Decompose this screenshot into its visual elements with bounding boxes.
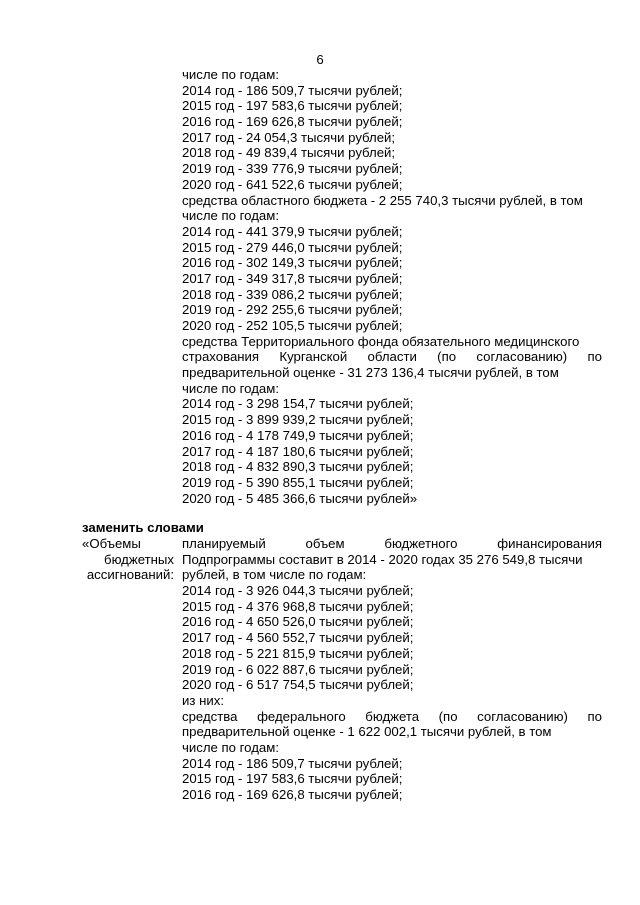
text-line: из них: bbox=[182, 692, 224, 708]
text-line: 2014 год - 3 298 154,7 тысячи рублей; bbox=[182, 396, 414, 412]
text-line: 2015 год - 3 899 939,2 тысячи рублей; bbox=[182, 412, 414, 428]
financing-text-bottom bbox=[182, 536, 602, 803]
text-line: 2016 год - 302 149,3 тысячи рублей; bbox=[182, 255, 403, 271]
label-line: ассигнований: bbox=[86, 567, 174, 583]
text-line: 2020 год - 252 105,5 тысячи рублей; bbox=[182, 318, 403, 333]
text-line: 2020 год - 641 522,6 тысячи рублей; bbox=[182, 176, 403, 192]
budget-label bbox=[82, 536, 174, 583]
text-line: средства Территориального фонда обязательного медицинского bbox=[182, 333, 580, 349]
text-line: 2016 год - 4 650 526,0 тысячи рублей; bbox=[182, 614, 414, 630]
text-line: предварительной оценке - 1 622 002,1 тысячи рублей, в том bbox=[182, 724, 552, 740]
text-line: средства федерального бюджета (по согласованию) по bbox=[182, 708, 602, 724]
text-line: 2016 год - 169 626,8 тысячи рублей; bbox=[182, 114, 403, 130]
text-line: 2019 год - 292 255,6 тысячи рублей; bbox=[182, 302, 403, 318]
text-line: 2014 год - 186 509,7 тысячи рублей; bbox=[182, 82, 403, 98]
text-line: 2014 год - 441 379,9 тысячи рублей; bbox=[182, 223, 403, 239]
text-line: 2015 год - 197 583,6 тысячи рублей; bbox=[182, 771, 403, 787]
text-line: 2018 год - 4 832 890,3 тысячи рублей; bbox=[182, 459, 414, 475]
text-line: страхования Курганской области (по согласованию) по bbox=[182, 349, 602, 365]
text-line: 2014 год - 3 926 044,3 тысячи рублей; bbox=[182, 583, 414, 599]
financing-text-top bbox=[182, 67, 602, 506]
text-line: планируемый объем бюджетного финансирования bbox=[182, 536, 602, 551]
text-line: 2020 год - 5 485 366,6 тысячи рублей» bbox=[182, 490, 418, 506]
text-line: 2020 год - 6 517 754,5 тысячи рублей; bbox=[182, 677, 414, 693]
text-line: средства областного бюджета - 2 255 740,3 тысячи рублей, в том bbox=[182, 192, 583, 208]
text-line: 2018 год - 5 221 815,9 тысячи рублей; bbox=[182, 645, 414, 661]
text-line: Подпрограммы составит в 2014 - 2020 годах 35 276 549,8 тысячи bbox=[182, 551, 583, 567]
label-line: «Объемы bbox=[82, 536, 141, 551]
text-line: 2017 год - 349 317,8 тысячи рублей; bbox=[182, 270, 403, 286]
text-line: 2015 год - 279 446,0 тысячи рублей; bbox=[182, 239, 403, 255]
text-line: 2016 год - 4 178 749,9 тысячи рублей; bbox=[182, 427, 414, 443]
label-line: бюджетных bbox=[104, 551, 174, 567]
text-line: 2017 год - 4 560 552,7 тысячи рублей; bbox=[182, 630, 414, 646]
text-line: 2014 год - 186 509,7 тысячи рублей; bbox=[182, 755, 403, 771]
text-line: 2016 год - 169 626,8 тысячи рублей; bbox=[182, 787, 403, 802]
text-line: числе по годам: bbox=[182, 739, 279, 755]
page-number: 6 bbox=[316, 52, 324, 67]
text-line: числе по годам: bbox=[182, 208, 279, 224]
text-line: 2017 год - 4 187 180,6 тысячи рублей; bbox=[182, 443, 414, 459]
text-line: 2019 год - 339 776,9 тысячи рублей; bbox=[182, 161, 403, 177]
replace-phrase: заменить словами bbox=[82, 520, 204, 535]
text-line: числе по годам: bbox=[182, 67, 279, 82]
text-line: предварительной оценке - 31 273 136,4 тысячи рублей, в том bbox=[182, 365, 559, 381]
text-line: рублей, в том числе по годам: bbox=[182, 567, 367, 583]
text-line: 2018 год - 339 086,2 тысячи рублей; bbox=[182, 286, 403, 302]
text-line: 2019 год - 6 022 887,6 тысячи рублей; bbox=[182, 661, 414, 677]
text-line: числе по годам: bbox=[182, 380, 279, 396]
text-line: 2015 год - 197 583,6 тысячи рублей; bbox=[182, 98, 403, 114]
text-line: 2015 год - 4 376 968,8 тысячи рублей; bbox=[182, 598, 414, 614]
text-line: 2017 год - 24 054,3 тысячи рублей; bbox=[182, 129, 396, 145]
text-line: 2018 год - 49 839,4 тысячи рублей; bbox=[182, 145, 396, 161]
text-line: 2019 год - 5 390 855,1 тысячи рублей; bbox=[182, 474, 414, 490]
